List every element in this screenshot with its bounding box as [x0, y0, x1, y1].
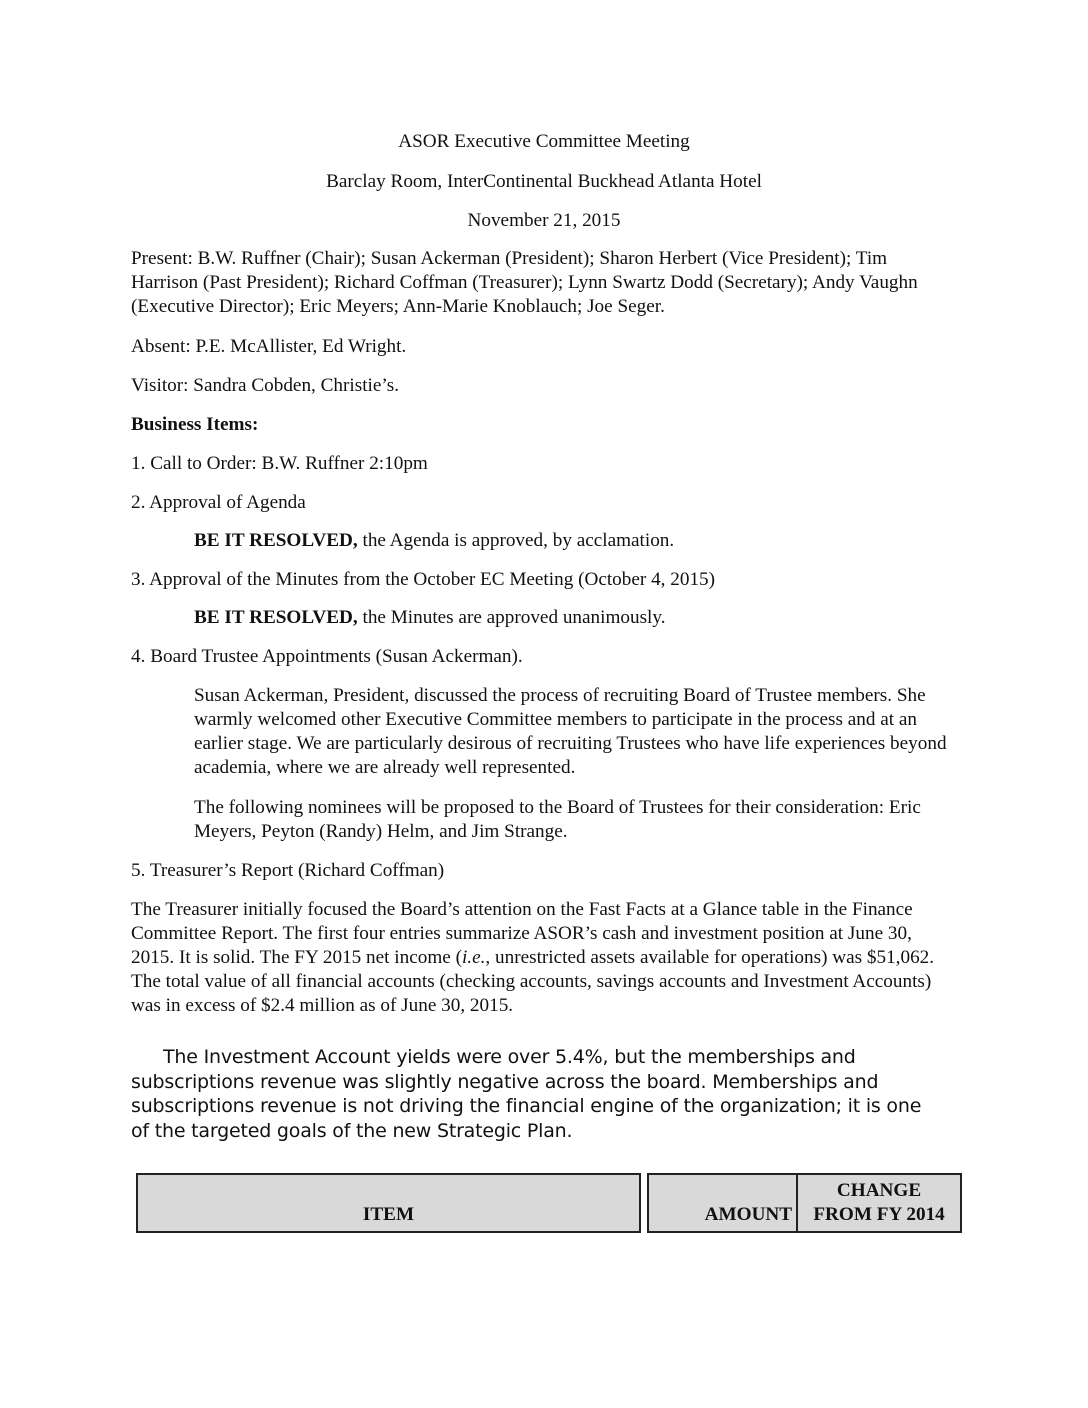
meeting-location: Barclay Room, InterContinental Buckhead Atlanta Hotel [326, 171, 762, 192]
table-header-row [137, 1174, 961, 1232]
column-header-amount: AMOUNT [648, 1174, 797, 1232]
visitor-list: Visitor: Sandra Cobden, Christie’s. [131, 375, 399, 396]
item-call-to-order: 1. Call to Order: B.W. Ruffner 2:10pm [131, 453, 428, 474]
agenda-resolution [194, 529, 954, 553]
fast-facts-table [136, 1173, 962, 1233]
resolution-label: BE IT RESOLVED, [194, 530, 358, 551]
resolution-text: the Agenda is approved, by acclamation. [357, 530, 675, 551]
item-approval-minutes: 3. Approval of the Minutes from the October EC Meeting (October 4, 2015) [131, 569, 716, 590]
item-trustee-appointments: 4. Board Trustee Appointments (Susan Ackerman). [131, 646, 523, 667]
document-title: ASOR Executive Committee Meeting [398, 131, 690, 152]
absent-list: Absent: P.E. McAllister, Ed Wright. [131, 336, 407, 357]
treasurer-paragraph-1: The Treasurer initially focused the Board’s attention on the Fast Facts at a Glance table in the Finance Committee Report. The first four entries summarize ASOR’s cash and investment position at June 30, 2015. It is solid. The FY 2015 net income (i.e., unrestricted assets available for operations) was $51,062. The total value of all financial accounts (checking accounts, savings accounts and Investment Accounts) was in excess of $2.4 million as of June 30, 2015. [131, 899, 935, 1016]
trustees-paragraph-1: Susan Ackerman, President, discussed the process of recruiting Board of Trustee members. She warmly welcomed other Executive Committee members to participate in the process and at an earlier stage. We are particularly desirous of recruiting Trustees who have life experiences beyond academia, where we are already well represented. [194, 685, 947, 778]
minutes-resolution [194, 606, 954, 630]
resolution-label: BE IT RESOLVED, [194, 607, 358, 628]
business-items-heading: Business Items: [131, 414, 259, 435]
column-header-item: ITEM [137, 1174, 640, 1232]
item-treasurer-report: 5. Treasurer’s Report (Richard Coffman) [131, 860, 445, 881]
column-gap [640, 1174, 648, 1232]
treasurer-paragraph-2: The Investment Account yields were over 5.4%, but the memberships and subscriptions revenue was slightly negative across the board. Memberships and subscriptions revenue is not driving the financial engine of the organization; it is one of the targeted goals of the new Strategic Plan. [131, 1046, 922, 1142]
item-approval-agenda: 2. Approval of Agenda [131, 492, 306, 513]
present-list: Present: B.W. Ruffner (Chair); Susan Ackerman (President); Sharon Herbert (Vice President); Tim Harrison (Past President); Richard Coffman (Treasurer); Lynn Swartz Dodd (Secretary); Andy Vaughn (Executive Director); Eric Meyers; Ann-Marie Knoblauch; Joe Seger. [131, 248, 918, 317]
trustees-paragraph-2: The following nominees will be proposed to the Board of Trustees for their consideration: Eric Meyers, Peyton (Randy) Helm, and Jim Strange. [194, 797, 921, 842]
resolution-text: the Minutes are approved unanimously. [357, 607, 666, 628]
ie-abbrev: i.e. [461, 947, 486, 968]
meeting-date: November 21, 2015 [467, 210, 621, 231]
column-header-change: CHANGE FROM FY 2014 [797, 1174, 961, 1232]
